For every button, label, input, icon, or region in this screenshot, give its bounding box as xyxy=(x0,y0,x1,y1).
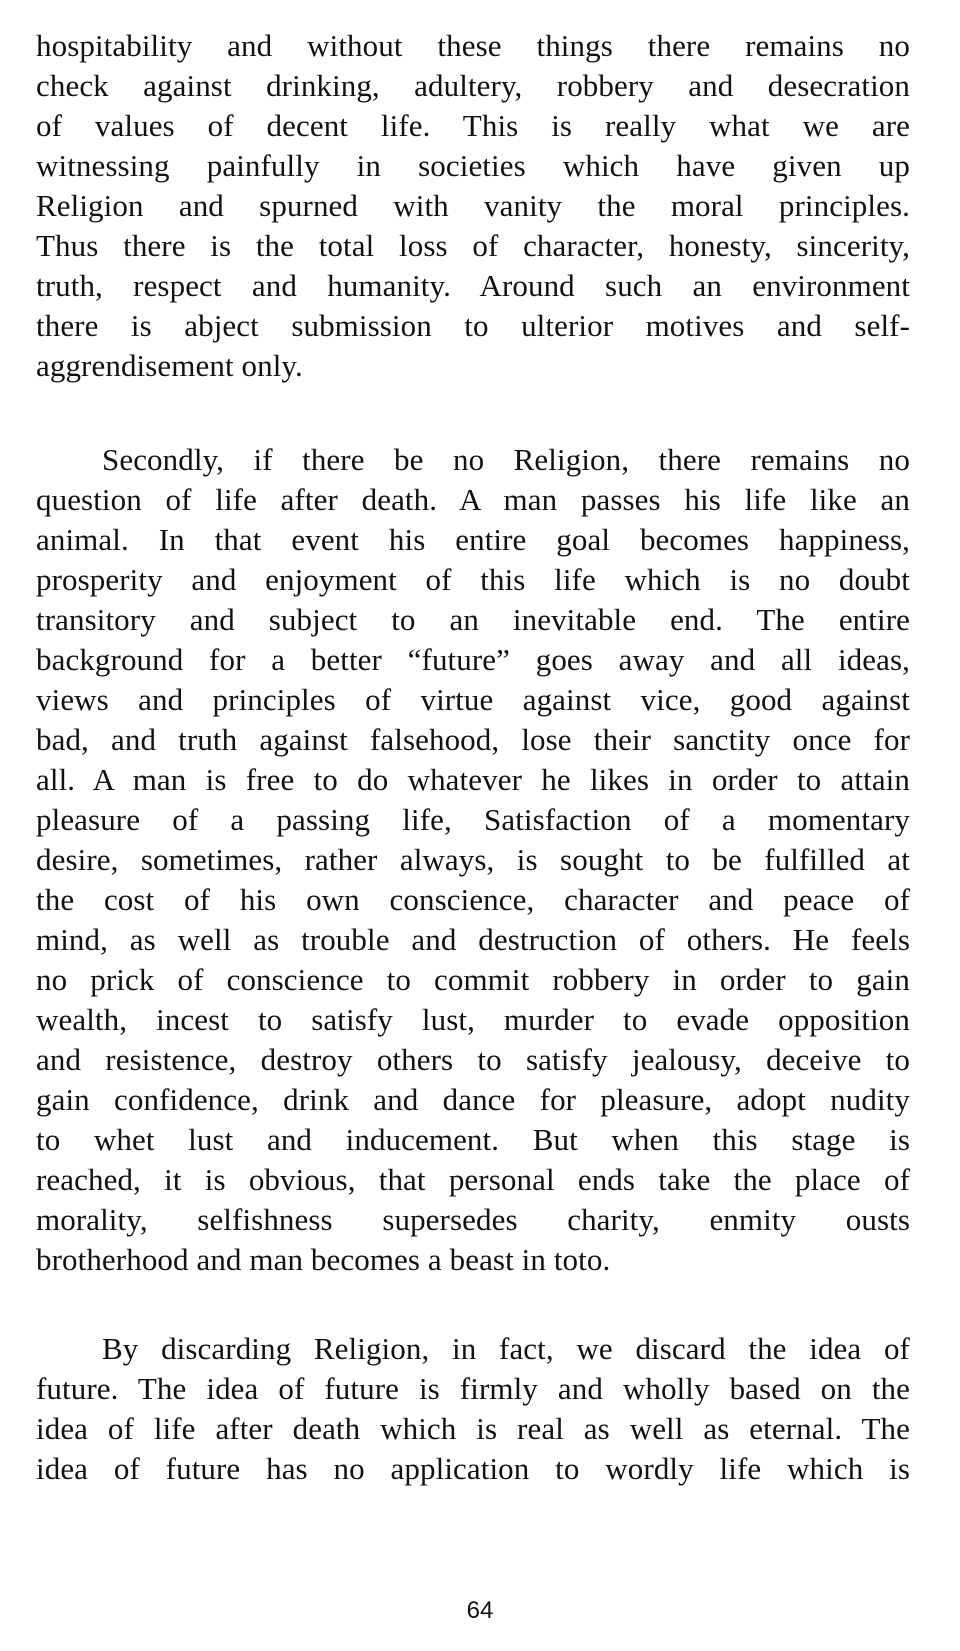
text-line: transitory and subject to an inevitable end. The entire xyxy=(36,602,910,637)
text-line: Religion and spurned with vanity the moral principles. xyxy=(36,188,910,223)
text-line: animal. In that event his entire goal becomes happiness, xyxy=(36,522,910,557)
text-line: of values of decent life. This is really what we are xyxy=(36,108,910,143)
text-line: gain confidence, drink and dance for pleasure, adopt nudity xyxy=(36,1082,910,1117)
text-line: desire, sometimes, rather always, is sought to be fulfilled at xyxy=(36,842,910,877)
text-line: to whet lust and inducement. But when this stage is xyxy=(36,1122,910,1157)
text-line: future. The idea of future is firmly and wholly based on the xyxy=(36,1371,910,1406)
text-line: all. A man is free to do whatever he likes in order to attain xyxy=(36,762,910,797)
text-line: there is abject submission to ulterior motives and self- xyxy=(36,308,910,343)
text-line: truth, respect and humanity. Around such an environment xyxy=(36,268,910,303)
text-line: Thus there is the total loss of character, honesty, sincerity, xyxy=(36,228,910,263)
text-line: background for a better “future” goes away and all ideas, xyxy=(36,642,910,677)
text-line-indented: Secondly, if there be no Religion, there remains no xyxy=(102,442,910,477)
text-line: bad, and truth against falsehood, lose their sanctity once for xyxy=(36,722,910,757)
text-line: morality, selfishness supersedes charity, enmity ousts xyxy=(36,1202,910,1237)
paragraph-1 xyxy=(36,26,910,386)
paragraph-3 xyxy=(36,1329,910,1489)
paragraph-2 xyxy=(36,440,910,1280)
text-line: views and principles of virtue against vice, good against xyxy=(36,682,910,717)
text-line: hospitability and without these things there remains no xyxy=(36,28,910,63)
text-line: and resistence, destroy others to satisfy jealousy, deceive to xyxy=(36,1042,910,1077)
text-line: mind, as well as trouble and destruction of others. He feels xyxy=(36,922,910,957)
text-line: pleasure of a passing life, Satisfaction of a momentary xyxy=(36,802,910,837)
text-line: wealth, incest to satisfy lust, murder to evade opposition xyxy=(36,1002,910,1037)
text-line: no prick of conscience to commit robbery in order to gain xyxy=(36,962,910,997)
page-number: 64 xyxy=(466,1597,494,1624)
text-line: reached, it is obvious, that personal ends take the place of xyxy=(36,1162,910,1197)
text-line: aggrendisement only. xyxy=(36,348,303,383)
text-line: idea of future has no application to wordly life which is xyxy=(36,1451,910,1486)
text-line: prosperity and enjoyment of this life which is no doubt xyxy=(36,562,910,597)
text-line: brotherhood and man becomes a beast in toto. xyxy=(36,1242,611,1277)
text-line-indented: By discarding Religion, in fact, we discard the idea of xyxy=(102,1331,910,1366)
text-line: the cost of his own conscience, character and peace of xyxy=(36,882,910,917)
text-line: idea of life after death which is real as well as eternal. The xyxy=(36,1411,910,1446)
text-line: witnessing painfully in societies which have given up xyxy=(36,148,910,183)
text-line: question of life after death. A man passes his life like an xyxy=(36,482,910,517)
text-line: check against drinking, adultery, robbery and desecration xyxy=(36,68,910,103)
